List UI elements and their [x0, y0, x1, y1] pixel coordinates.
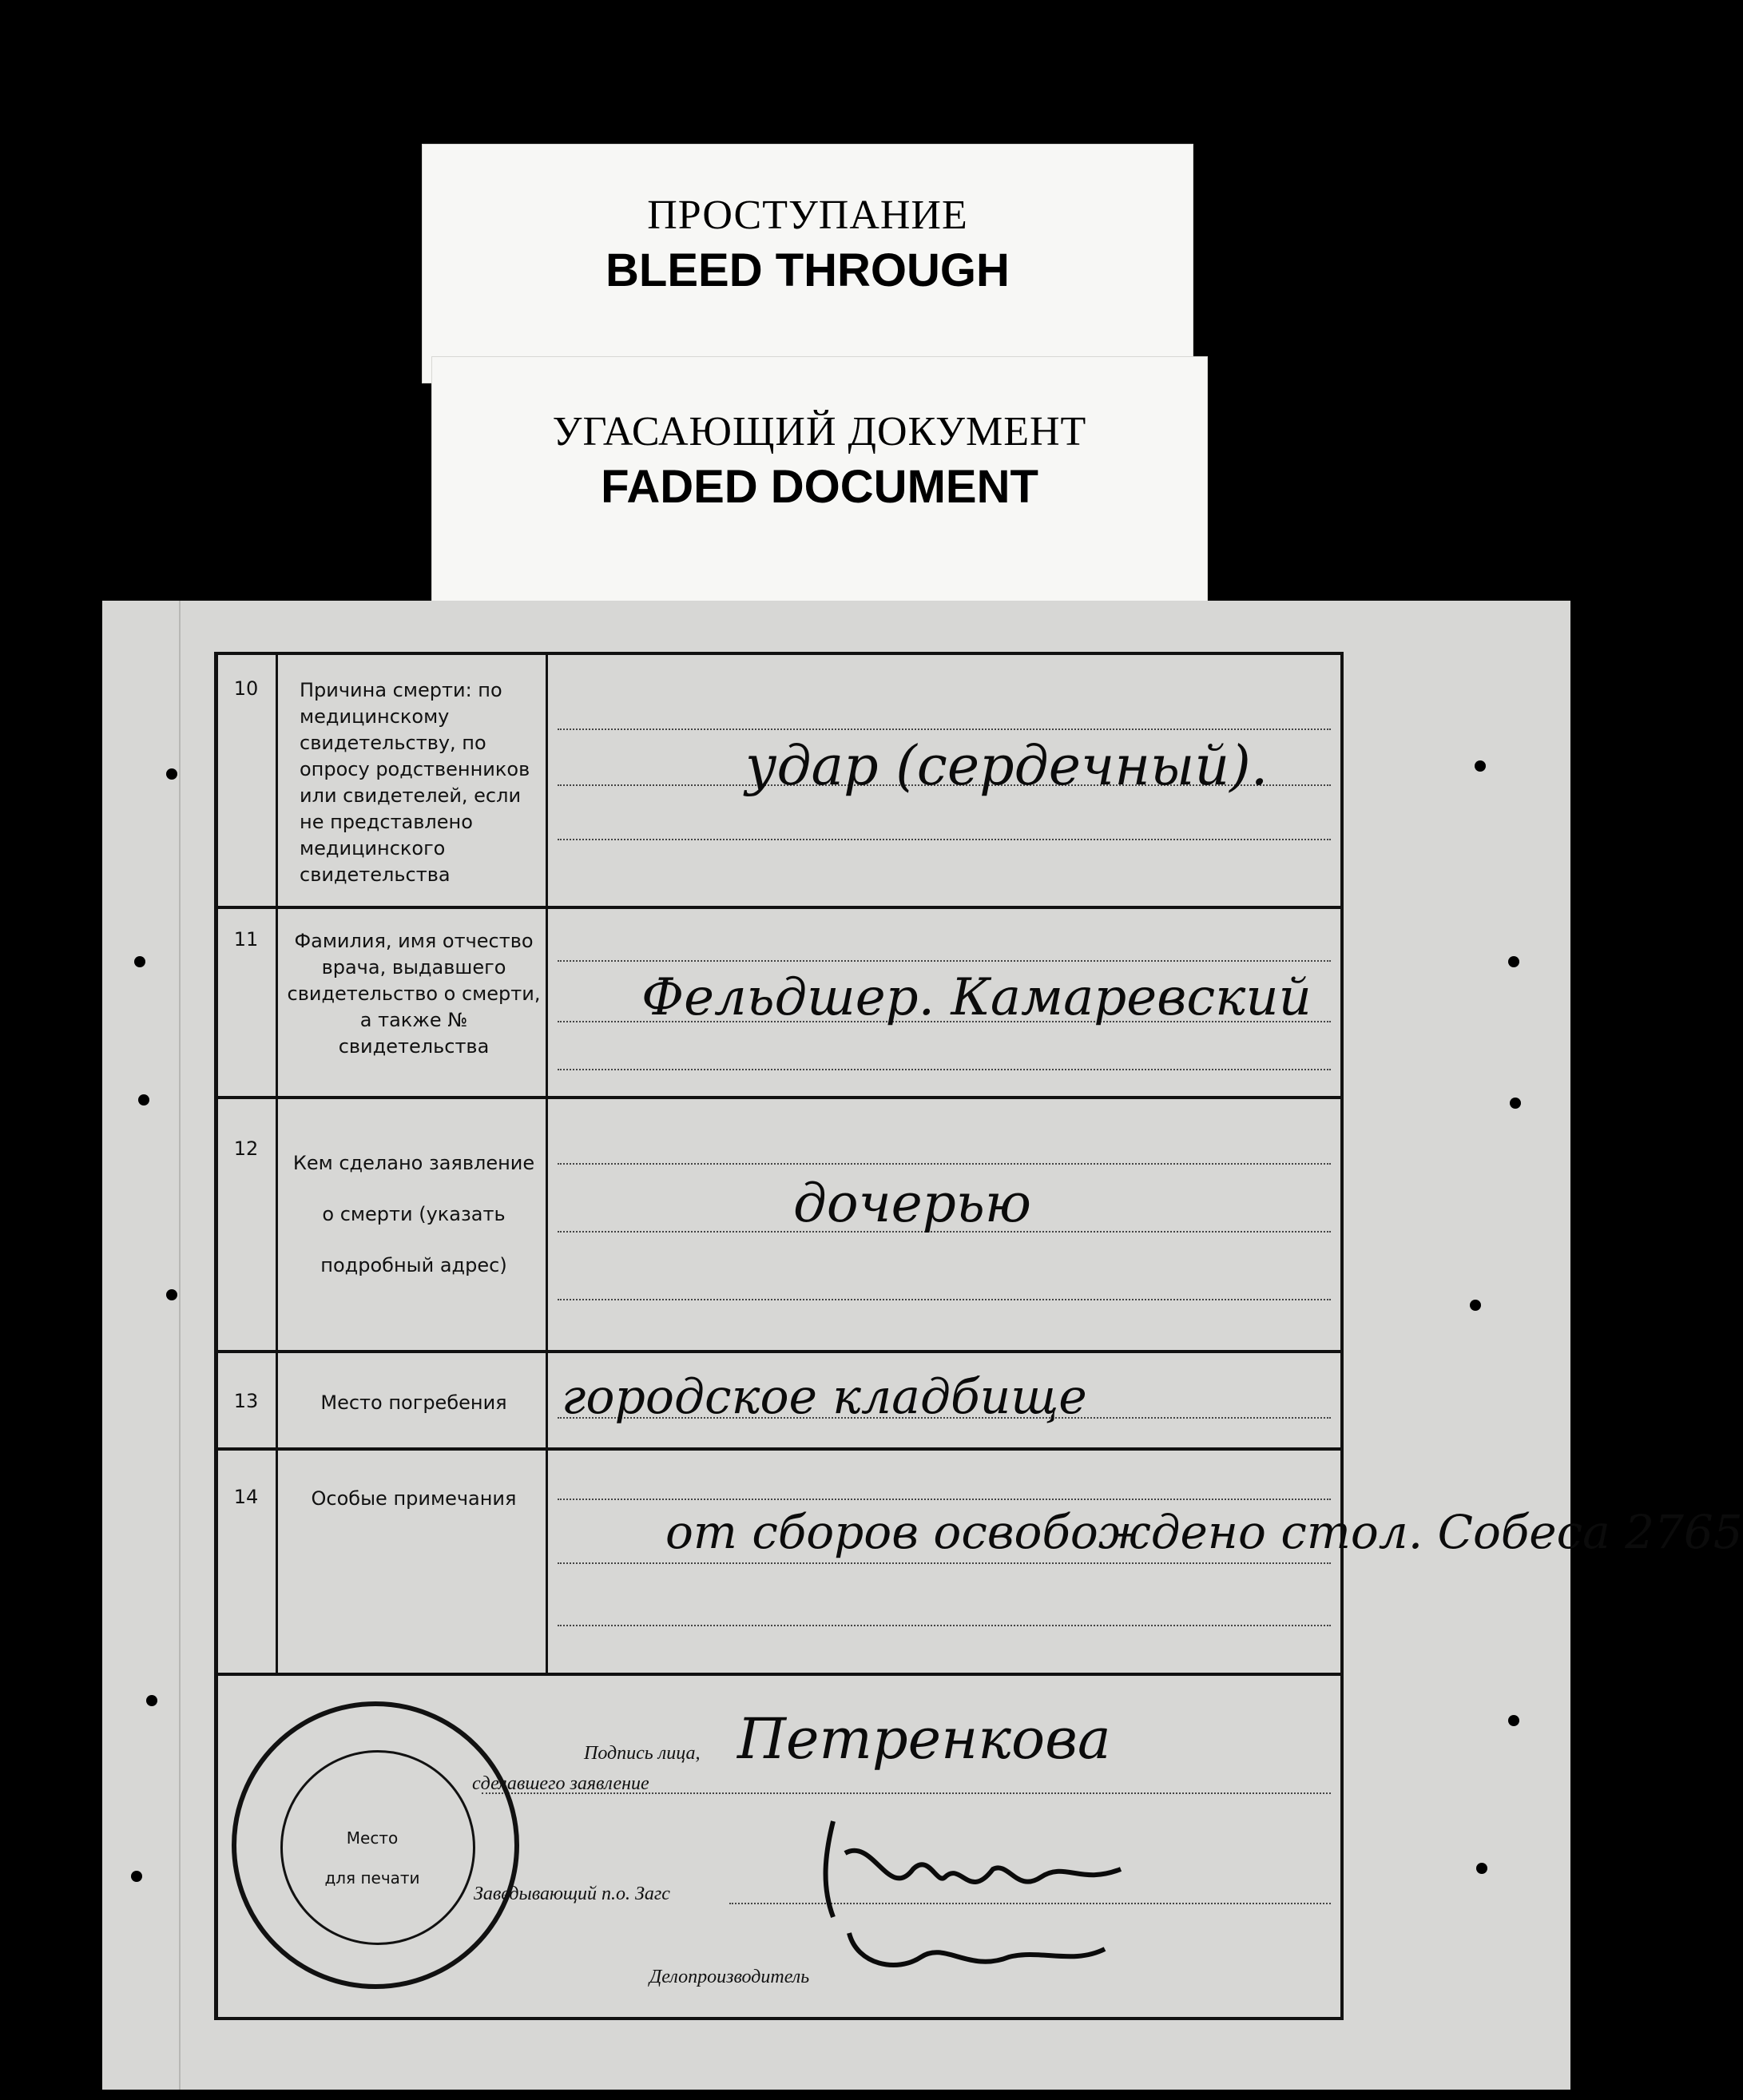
official-seal [232, 1701, 519, 1989]
bleed-through-ru: ПРОСТУПАНИЕ [647, 193, 968, 238]
handwritten-notes: от сборов освобождено стол. Собеса 2765 [665, 1505, 1743, 1559]
punch-hole [146, 1695, 157, 1706]
handwritten-physician: Фельдшер. Камаревский [641, 968, 1312, 1027]
faded-document-label-card [431, 356, 1208, 602]
punch-hole [1508, 1715, 1519, 1726]
column-divider [276, 909, 278, 1096]
seal-place-label-2: для печати [324, 1868, 420, 1888]
row-number: 13 [233, 1390, 259, 1412]
clerk-label: Делопроизводитель [649, 1967, 810, 1987]
seal-place-label: Место [346, 1828, 399, 1848]
signature-label-2: сделавшего заявление [472, 1773, 649, 1794]
bleed-through-label-card [422, 144, 1193, 383]
row-number: 12 [233, 1137, 259, 1160]
dotted-line [558, 839, 1331, 840]
dotted-line [558, 1299, 1331, 1300]
handwritten-declarant: дочерью [793, 1173, 1031, 1234]
dotted-line [558, 960, 1331, 962]
row-number: 11 [233, 928, 259, 951]
bleed-through-en: BLEED THROUGH [605, 244, 1010, 296]
form-row-11 [218, 909, 1340, 1099]
punch-hole [1510, 1098, 1521, 1109]
faded-document-en: FADED DOCUMENT [601, 461, 1038, 513]
column-divider [276, 1451, 278, 1673]
punch-hole [1508, 956, 1519, 967]
form-row-13 [218, 1353, 1340, 1451]
column-divider [276, 655, 278, 906]
dotted-line [558, 1625, 1331, 1626]
form-row-14 [218, 1451, 1743, 1676]
form-row-12 [218, 1099, 1340, 1353]
handwritten-signature-declarant: Петренкова [737, 1706, 1111, 1772]
row-label: Кем сделано заявление о смерти (указать подробный адрес) [292, 1152, 535, 1276]
column-divider [546, 1099, 548, 1350]
punch-hole [166, 768, 177, 780]
dotted-line [558, 1163, 1331, 1165]
dotted-line [558, 1562, 1331, 1564]
column-divider [276, 1353, 278, 1447]
column-divider [546, 655, 548, 906]
signature-label: Подпись лица, [584, 1743, 701, 1764]
handwritten-burial-place: городское кладбище [562, 1369, 1087, 1425]
head-label: Заведывающий п.о. Загс [474, 1884, 670, 1904]
form-row-10 [218, 655, 1340, 909]
punch-hole [138, 1094, 149, 1106]
row-label: Фамилия, имя отчество врача, выдавшего свидетельство о смерти, а также № свидетельства [287, 930, 541, 1058]
column-divider [546, 1451, 548, 1673]
dotted-line [558, 728, 1331, 730]
handwritten-signature-head [801, 1805, 1185, 1997]
punch-hole [1475, 760, 1486, 772]
row-number: 10 [233, 677, 259, 700]
faded-document-ru: УГАСАЮЩИЙ ДОКУМЕНТ [552, 409, 1087, 455]
punch-hole [1476, 1863, 1487, 1874]
dotted-line [482, 1792, 1331, 1794]
punch-hole [1470, 1300, 1481, 1311]
row-label: Причина смерти: по медицинскому свидетельству, по опросу родственников или свидетелей, если не представлено медицинского свидетельства [300, 679, 530, 886]
row-label: Место погребения [320, 1391, 507, 1414]
handwritten-cause-of-death: удар (сердечный). [745, 735, 1269, 798]
column-divider [546, 1353, 548, 1447]
dotted-line [558, 1499, 1331, 1500]
punch-hole [166, 1289, 177, 1300]
punch-hole [131, 1871, 142, 1882]
row-label: Особые примечания [311, 1487, 517, 1510]
dotted-line [558, 1069, 1331, 1070]
column-divider [276, 1099, 278, 1350]
seal-placeholder [292, 1818, 452, 1898]
row-number: 14 [233, 1486, 259, 1508]
punch-hole [134, 956, 145, 967]
column-divider [546, 909, 548, 1096]
